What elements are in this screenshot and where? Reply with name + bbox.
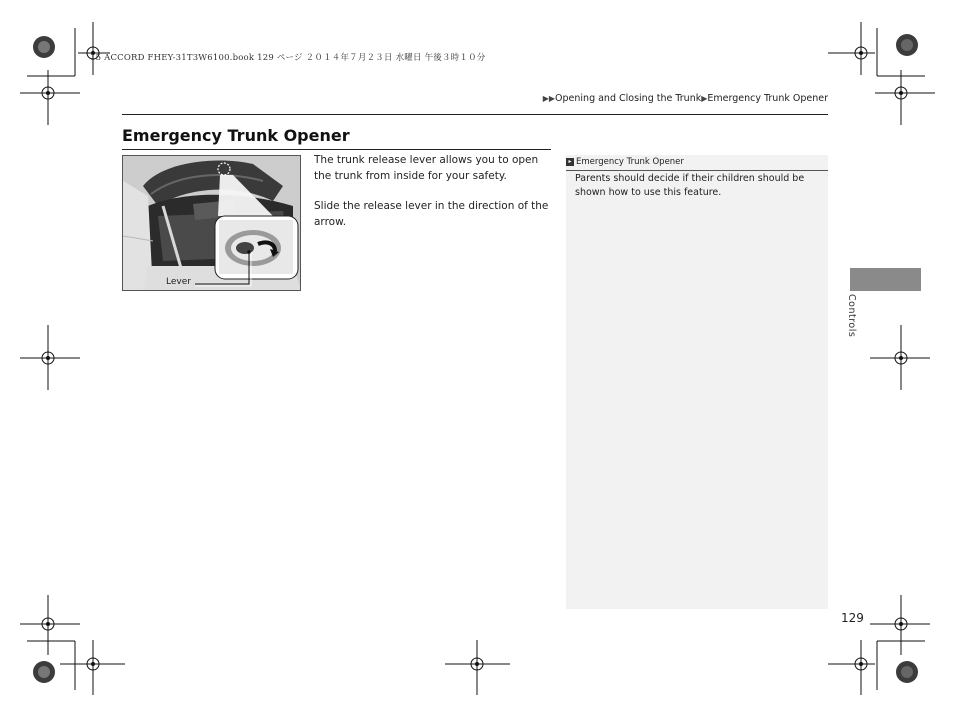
note-text: Parents should decide if their children should be shown how to use this feature. — [575, 173, 805, 198]
breadcrumb-item-1[interactable]: Opening and Closing the Trunk — [555, 93, 702, 104]
body-paragraph: The trunk release lever allows you to open the trunk from inside for your safety. — [314, 154, 539, 182]
breadcrumb-arrow-icon: ▶▶ — [542, 94, 556, 103]
trunk-illustration — [122, 155, 301, 291]
note-box — [566, 155, 828, 609]
chapter-tab[interactable] — [850, 268, 921, 291]
breadcrumb-item-2: Emergency Trunk Opener — [707, 93, 828, 104]
lever-label: Lever — [166, 277, 191, 287]
print-header: 15 ACCORD FHEY-31T3W6100.book 129 ページ ２０１４年７月２３日 水曜日 午後３時１０分 — [90, 53, 486, 63]
note-title: Emergency Trunk Opener — [576, 157, 684, 167]
note-marker-icon: ▸ — [566, 158, 574, 166]
trunk-drawing — [123, 156, 301, 291]
body-paragraph: Slide the release lever in the direction of the arrow. — [314, 200, 549, 228]
section-title: Emergency Trunk Opener — [122, 126, 350, 145]
breadcrumb-arrow-icon: ▶ — [701, 94, 708, 103]
page-number: 129 — [841, 611, 864, 625]
header-divider — [122, 114, 828, 115]
note-header — [566, 155, 828, 171]
chapter-label: Controls — [846, 294, 857, 338]
body-text — [314, 153, 552, 245]
breadcrumb — [543, 93, 828, 104]
title-divider — [122, 149, 551, 150]
